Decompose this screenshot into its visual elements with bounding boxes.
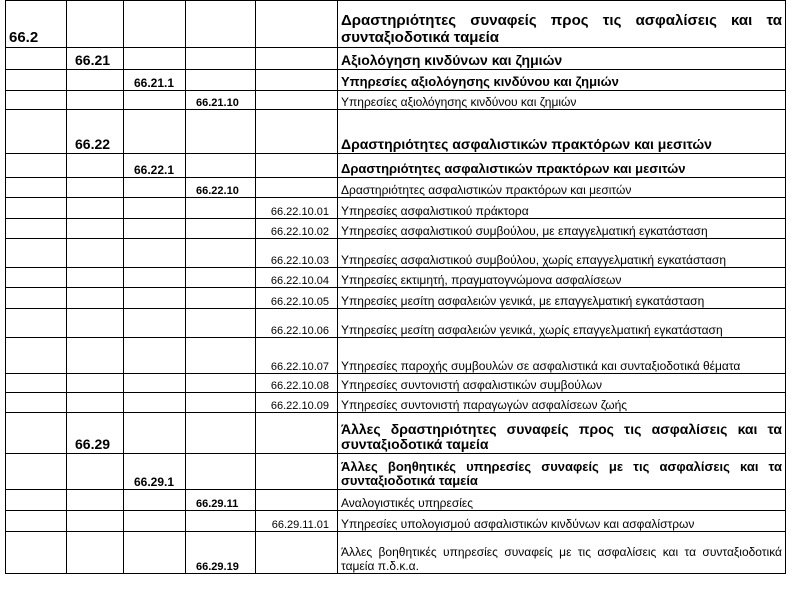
classification-table	[5, 0, 786, 574]
empty-cell	[256, 178, 338, 198]
empty-cell	[6, 239, 67, 268]
title-cell: Δραστηριότητες ασφαλιστικών πρακτόρων και μεσιτών	[338, 110, 786, 154]
empty-cell	[67, 91, 124, 110]
code-cell: 66.29.19	[186, 532, 256, 574]
table-row	[6, 454, 786, 490]
empty-cell	[6, 91, 67, 110]
empty-cell	[124, 288, 186, 309]
empty-cell	[186, 413, 256, 454]
empty-cell	[256, 532, 338, 574]
empty-cell	[186, 309, 256, 338]
empty-cell	[186, 110, 256, 154]
empty-cell	[256, 1, 338, 48]
title-cell: Υπηρεσίες εκτιμητή, πραγματογνώμονα ασφαλίσεων	[338, 268, 786, 288]
title-cell: Αναλογιστικές υπηρεσίες	[338, 490, 786, 511]
empty-cell	[256, 413, 338, 454]
empty-cell	[186, 219, 256, 239]
title-cell: Υπηρεσίες ασφαλιστικού συμβούλου, με επαγγελματική εγκατάσταση	[338, 219, 786, 239]
empty-cell	[6, 490, 67, 511]
empty-cell	[256, 91, 338, 110]
table-row	[6, 198, 786, 219]
empty-cell	[124, 198, 186, 219]
empty-cell	[6, 110, 67, 154]
empty-cell	[124, 309, 186, 338]
code-cell: 66.22.1	[124, 154, 186, 178]
empty-cell	[186, 154, 256, 178]
empty-cell	[256, 70, 338, 91]
empty-cell	[186, 338, 256, 374]
title-cell: Άλλες βοηθητικές υπηρεσίες συναφείς με τις ασφαλίσεις και τα συνταξιοδοτικά ταμεία	[338, 454, 786, 490]
empty-cell	[67, 268, 124, 288]
title-cell: Υπηρεσίες συντονιστή παραγωγών ασφαλίσεων ζωής	[338, 393, 786, 413]
empty-cell	[67, 309, 124, 338]
table-row	[6, 110, 786, 154]
table-row	[6, 154, 786, 178]
table-row	[6, 374, 786, 393]
table-row	[6, 413, 786, 454]
code-cell: 66.22.10.06	[256, 309, 338, 338]
empty-cell	[124, 268, 186, 288]
empty-cell	[6, 338, 67, 374]
title-cell: Αξιολόγηση κινδύνων και ζημιών	[338, 48, 786, 70]
empty-cell	[124, 48, 186, 70]
code-cell: 66.21	[67, 48, 124, 70]
empty-cell	[6, 511, 67, 532]
table-row	[6, 1, 786, 48]
empty-cell	[186, 288, 256, 309]
empty-cell	[186, 70, 256, 91]
empty-cell	[6, 288, 67, 309]
empty-cell	[67, 154, 124, 178]
empty-cell	[124, 91, 186, 110]
empty-cell	[6, 70, 67, 91]
empty-cell	[124, 110, 186, 154]
table-row	[6, 91, 786, 110]
title-cell: Υπηρεσίες ασφαλιστικού πράκτορα	[338, 198, 786, 219]
empty-cell	[67, 70, 124, 91]
empty-cell	[6, 178, 67, 198]
empty-cell	[124, 490, 186, 511]
code-cell: 66.29.11.01	[256, 511, 338, 532]
empty-cell	[124, 239, 186, 268]
empty-cell	[186, 374, 256, 393]
empty-cell	[67, 178, 124, 198]
title-cell: Άλλες δραστηριότητες συναφείς προς τις ασφαλίσεις και τα συνταξιοδοτικά ταμεία	[338, 413, 786, 454]
empty-cell	[124, 532, 186, 574]
code-cell: 66.29.1	[124, 454, 186, 490]
empty-cell	[124, 1, 186, 48]
empty-cell	[256, 154, 338, 178]
table-row	[6, 338, 786, 374]
empty-cell	[67, 219, 124, 239]
table-row	[6, 511, 786, 532]
title-cell: Υπηρεσίες μεσίτη ασφαλειών γενικά, χωρίς επαγγελματική εγκατάσταση	[338, 309, 786, 338]
code-cell: 66.29	[67, 413, 124, 454]
empty-cell	[124, 178, 186, 198]
empty-cell	[67, 532, 124, 574]
title-cell: Υπηρεσίες ασφαλιστικού συμβούλου, χωρίς επαγγελματική εγκατάσταση	[338, 239, 786, 268]
code-cell: 66.21.1	[124, 70, 186, 91]
empty-cell	[6, 413, 67, 454]
empty-cell	[256, 110, 338, 154]
code-cell: 66.22.10.05	[256, 288, 338, 309]
empty-cell	[186, 511, 256, 532]
empty-cell	[186, 239, 256, 268]
empty-cell	[6, 374, 67, 393]
empty-cell	[67, 511, 124, 532]
title-cell: Υπηρεσίες συντονιστή ασφαλιστικών συμβούλων	[338, 374, 786, 393]
empty-cell	[6, 532, 67, 574]
empty-cell	[6, 198, 67, 219]
table-row	[6, 309, 786, 338]
table-row	[6, 70, 786, 91]
title-cell: Άλλες βοηθητικές υπηρεσίες συναφείς με τις ασφαλίσεις και τα συνταξιοδοτικά ταμεία π.δ.κ.α.	[338, 532, 786, 574]
title-cell: Υπηρεσίες υπολογισμού ασφαλιστικών κινδύνων και ασφαλίστρων	[338, 511, 786, 532]
empty-cell	[124, 374, 186, 393]
empty-cell	[67, 288, 124, 309]
empty-cell	[124, 338, 186, 374]
code-cell: 66.29.11	[186, 490, 256, 511]
table-row	[6, 490, 786, 511]
empty-cell	[124, 413, 186, 454]
table-row	[6, 178, 786, 198]
empty-cell	[124, 511, 186, 532]
empty-cell	[67, 239, 124, 268]
title-cell: Υπηρεσίες παροχής συμβουλών σε ασφαλιστικά και συνταξιοδοτικά θέματα	[338, 338, 786, 374]
empty-cell	[124, 393, 186, 413]
empty-cell	[6, 393, 67, 413]
empty-cell	[186, 268, 256, 288]
table-row	[6, 268, 786, 288]
empty-cell	[256, 48, 338, 70]
table-row	[6, 393, 786, 413]
code-cell: 66.22.10.01	[256, 198, 338, 219]
code-cell: 66.22	[67, 110, 124, 154]
empty-cell	[67, 1, 124, 48]
table-row	[6, 48, 786, 70]
code-cell: 66.22.10.03	[256, 239, 338, 268]
table-row	[6, 532, 786, 574]
empty-cell	[67, 490, 124, 511]
code-cell: 66.22.10.04	[256, 268, 338, 288]
code-cell: 66.22.10.09	[256, 393, 338, 413]
title-cell: Δραστηριότητες ασφαλιστικών πρακτόρων και μεσιτών	[338, 154, 786, 178]
empty-cell	[6, 454, 67, 490]
empty-cell	[6, 309, 67, 338]
empty-cell	[6, 154, 67, 178]
empty-cell	[124, 219, 186, 239]
table-row	[6, 239, 786, 268]
title-cell: Υπηρεσίες αξιολόγησης κινδύνου και ζημιών	[338, 91, 786, 110]
code-cell: 66.21.10	[186, 91, 256, 110]
empty-cell	[186, 454, 256, 490]
empty-cell	[67, 374, 124, 393]
empty-cell	[67, 393, 124, 413]
code-cell: 66.22.10.02	[256, 219, 338, 239]
empty-cell	[67, 338, 124, 374]
empty-cell	[6, 219, 67, 239]
empty-cell	[186, 198, 256, 219]
title-cell: Υπηρεσίες μεσίτη ασφαλειών γενικά, με επαγγελματική εγκατάσταση	[338, 288, 786, 309]
empty-cell	[256, 490, 338, 511]
empty-cell	[186, 393, 256, 413]
empty-cell	[6, 268, 67, 288]
empty-cell	[67, 198, 124, 219]
table-row	[6, 288, 786, 309]
title-cell: Δραστηριότητες ασφαλιστικών πρακτόρων και μεσιτών	[338, 178, 786, 198]
code-cell: 66.22.10	[186, 178, 256, 198]
empty-cell	[186, 48, 256, 70]
title-cell: Δραστηριότητες συναφείς προς τις ασφαλίσεις και τα συνταξιοδοτικά ταμεία	[338, 1, 786, 48]
code-cell: 66.22.10.07	[256, 338, 338, 374]
empty-cell	[256, 454, 338, 490]
empty-cell	[67, 454, 124, 490]
code-cell: 66.22.10.08	[256, 374, 338, 393]
table-row	[6, 219, 786, 239]
empty-cell	[186, 1, 256, 48]
title-cell: Υπηρεσίες αξιολόγησης κινδύνου και ζημιών	[338, 70, 786, 91]
code-cell: 66.2	[6, 1, 67, 48]
empty-cell	[6, 48, 67, 70]
